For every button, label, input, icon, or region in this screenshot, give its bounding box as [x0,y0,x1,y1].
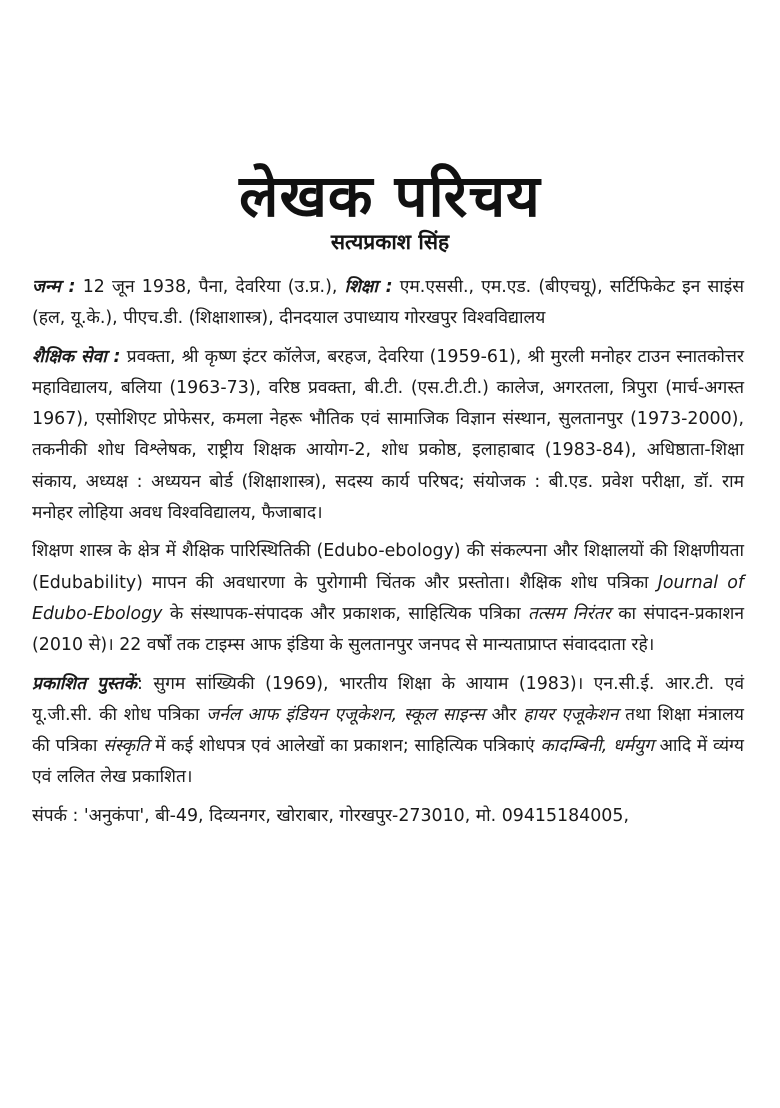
books-paragraph [32,669,744,794]
page-title: लेखक परिचय [239,161,541,230]
magazine-title: तत्सम निरंतर [528,603,611,624]
birth-details: 12 जून 1938, पैना, देवरिया (उ.प्र.), [82,277,338,297]
books-text-4: में कई शोधपत्र एवं आलेखों का प्रकाशन; साहित्यिक पत्रिकाएं [155,736,535,757]
contribution-text-2: के संस्थापक-संपादक और प्रकाशक, साहित्यिक पत्रिका [169,603,521,624]
author-name: सत्यप्रकाश सिंह [330,230,450,254]
books-text-3: तथा शिक्षा मंत्रालय की पत्रिका [32,704,744,757]
contact-line: संपर्क : 'अनुकंपा', बी-49, दिव्यनगर, खोराबार, गोरखपुर-273010, मो. 09415184005, [32,805,629,826]
education-label: शिक्षा : [344,277,393,297]
birth-label: जन्म : [32,277,76,297]
journal-school-science: स्कूल साइन्स [403,704,485,725]
books-label: प्रकाशित पुस्तकें [32,673,137,694]
service-details: प्रवक्ता, श्री कृष्ण इंटर कॉलेज, बरहज, देवरिया (1959-61), श्री मुरली मनोहर टाउन स्नातकोत्तर महाविद्यालय, बलिया (1963-73), वरिष्ठ प्रवक्ता, बी.टी. (एस.टी.टी.) कालेज, अगरतला, त्रिपुरा (मार्च-अगस्त 1967), एसोशिएट प्रोफेसर, कमला नेहरू भौतिक एवं सामाजिक विज्ञान संस्थान, सुलतानपुर (1973-2000), तकनीकी शोध विश्लेषक, राष्ट्रीय शिक्षक आयोग-2, शोध प्रकोष्ठ, इलाहाबाद (1983-84), अधिष्ठाता-शिक्षा संकाय, अध्यक्ष : अध्ययन बोर्ड (शिक्षाशास्त्र), सदस्य कार्य परिषद; संयोजक : बी.एड. प्रवेश परीक्षा, डॉ. राम मनोहर लोहिया अवध विश्वविद्यालय, फैजाबाद। [32,346,745,524]
journal-higher-education: हायर एजूकेशन [523,704,619,725]
magazines-literary: कादम्बिनी, धर्मयुग [540,736,654,757]
books-text-5: आदि में व्यंग्य एवं ललित लेख प्रकाशित। [32,736,745,788]
books-text-2: और [491,704,517,725]
magazine-sanskriti: संस्कृति [103,736,150,757]
books-text-1: : सुगम सांख्यिकी (1969), भारतीय शिक्षा के आयाम (1983)। एन.सी.ई. आर.टी. एवं यू.जी.सी. की शोध पत्रिका [32,673,744,725]
journal-indian-education: जर्नल आफ इंडियन एजूकेशन, [206,704,398,725]
birth-education-paragraph [32,272,744,335]
journal-title: Journal of Edubo-Ebology [32,572,744,624]
service-paragraph [32,342,744,530]
contribution-text-3: का संपादन-प्रकाशन (2010 से)। 22 वर्षों तक टाइम्स आफ इंडिया के सुलतानपुर जनपद से मान्यताप्राप्त संवाददाता रहे। [32,603,744,656]
education-details: एम.एससी., एम.एड. (बीएचयू), सर्टिफिकेट इन साइंस (हल, यू.के.), पीएच.डी. (शिक्षाशास्त्र), दीनदयाल उपाध्याय गोरखपुर विश्वविद्यालय [32,277,745,329]
contribution-text-1: शिक्षण शास्त्र के क्षेत्र में शैक्षिक पारिस्थितिकी (Edubo-ebology) की संकल्पना और शिक्षालयों की शिक्षणीयता (Edubability) मापन की अवधारणा के पुरोगामी चिंतक और प्रस्तोता। शैक्षिक शोध पत्रिका [32,541,744,593]
bio-body [32,272,744,832]
service-label: शैक्षिक सेवा : [32,346,121,367]
contribution-paragraph [32,536,744,661]
